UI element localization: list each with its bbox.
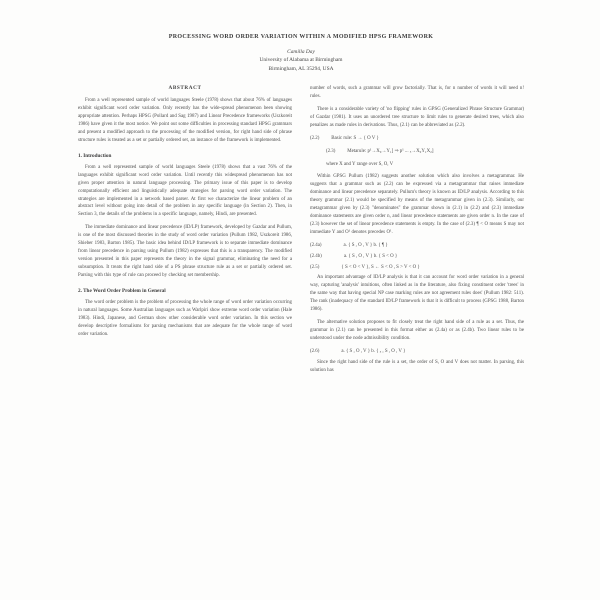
section-heading-introduction [78, 153, 292, 159]
section-number: 1. [78, 152, 82, 159]
paragraph: Since the right hand side of the rule is a set, the order of S, O and V does not matter. In parsing, this solution has [310, 359, 524, 373]
example-text: { S < O < V }, S ← S < O , S > V < O } [341, 264, 420, 270]
author-affiliation: University of Alabama at Birmingham [259, 57, 343, 64]
author-name: Camilla Day [287, 49, 315, 55]
example-number: (2.6) [310, 348, 320, 354]
section-title: Introduction [83, 152, 112, 159]
abstract-heading: ABSTRACT [168, 85, 202, 92]
example-text: a. { S , O , V } b. { ₓ , S , O , V } [341, 348, 406, 354]
example-2-6 [310, 348, 524, 356]
paragraph: The immediate dominance and linear precedence (ID/LP) framework, developed by Gazdar and Pullum, is one of the most discussed theories in the study of word order variation (Pullum 1982, Uszkoreit 1986, Shieber 1983, Barton 1985). The basic idea behind ID/LP framework is to separate immediate dominance from linear precedence in parsing using Pullum (1982) expresses that this is a transparency. The modified version presented in this paper represents the theory in the signal grammar, eliminating the need for a subsumption. It treats the right hand side of a PS phrase structure rule as a set or partially ordered set. Parsing with this type of rule can proceed by checking set membership. [78, 225, 292, 278]
left-column [78, 85, 292, 343]
section-heading-word-order [78, 288, 292, 294]
paragraph: Within GPSG Pullum (1982) suggests another solution which also involves a metagrammar. He suggests that a grammar such as (2.2) can be expressed via a metagrammar that raises immediate dominance and linear precedence separately. Pullum's theory is known as ID/LP analysis. According to this theory grammar (2.1) would be specified by means of the metagrammar given in (2.3). Similarly, our metagrammar given by (2.3) "denominates" the grammar shown in (2.1) in (2.2) and (2.3) immediate dominance statements are given order n, and linear precedence statements are given order n. In the case of (2.3) however the set of linear precedence statements is empty. In the case of (2.3) ¶ < O means S may not immediate Y and O¹ denotes precedes O¹. [310, 174, 524, 235]
author-block [78, 48, 524, 73]
paragraph: number of words, such a grammar will grow factorially. That is, for n number of words it will need n! rules. [310, 86, 524, 100]
example-number: (2.4a) [310, 242, 322, 248]
author-location: Birmingham, AL 35294, USA [268, 65, 334, 72]
example-2-3 [326, 148, 524, 156]
paper-content [78, 34, 524, 582]
paragraph: The word order problem is the problem of processing the whole range of word order variation occurring in natural languages. Some Australian languages such as Warlpiri show extreme word order variation (Hale 1983). Hindi, Japanese, and German show other considerable word order variation. In this section we develop descriptive formalisms for parsing mechanisms that are adequate for the whole range of word order variation. [78, 299, 292, 337]
example-2-3b [326, 161, 524, 169]
example-2-5 [310, 264, 524, 272]
paragraph: An important advantage of ID/LP analysis is that it can account for word order variation in a general way, capturing 'analysis' intuitions, often linked as in the literature, also fixing constituent order 'trees' in the same way that having special NP case marking rules are not agreement rules does' (Pullum 1982: 511). The rank (inadequacy of the standard ID/LP framework is that it is difficult to process (GPSG 1988, Barton 1986). [310, 275, 524, 313]
example-text: a. { S , O , V } b. { S < O } [343, 253, 398, 259]
example-text: Metarule: p¹→X₀→Y₁] ⇒ p¹ ... ₓ→X₀Y₁X₂] [347, 148, 434, 154]
paragraph: The alternative solution proposes to fit closely treat the right hand side of a rule as a set. Thus, the grammar in (2.1) can be presented in this format either as (2.4a) or as (2.4b). Two linear rules to be understood under the node admissibility condition. [310, 320, 524, 341]
example-2-4 [310, 242, 524, 250]
paragraph: From a well represented sample of world languages Steele (1978) shows that a vast 76% of the languages exhibit significant word order variation. Until recently this widespread phenomenon has not given proper attention in natural language processing. The primary issue of this paper is to develop computationally efficient and linguistically adequate strategies for parsing word order variation. The strategies are implemented in a network based parser. At first we characterize the linear problem of an abstract level without going into detail of the problem in any specific language (in Section 2). Then, in Section 3, the details of the problems in a specific language, namely, Hindi, are presented. [78, 164, 292, 218]
example-2-4b [310, 253, 524, 261]
example-text: Basic rule: S → { O V } [331, 135, 379, 141]
example-number: (2.5) [310, 264, 320, 270]
example-text: where X and Y range over S, O, V [326, 161, 394, 167]
example-number: (2.2) [310, 135, 320, 141]
abstract-text: From a well represented sample of world languages Steele (1978) shows that about 76% of languages exhibit significant word order variation. Only recently has the wide-spread phenomenon been showing appropriate attention. Perhaps HPSG (Pollard and Sag 1987) and Linear Precedence frameworks (Uszkoreit 1986) have given it the most notice. We point out some difficulties in processing standard HPSG grammars and present a modified approach to the processing of the modified version, for right hand side of phrase structure rules is treated as a set or partially ordered set, an instance of the framework is implemented. [78, 98, 292, 143]
example-number: (2.4b) [310, 253, 322, 259]
paragraph: There is a considerable variety of 'no flipping' rules in GPSG (Generalized Phrase Structure Grammar) of Gazdar (1981). It uses an unordered tree structure to limit rules to generate desired trees, which also penalizes as made rules in derivations. Thus, (2.1) can be abbreviated as (2.2). [310, 107, 524, 128]
section-number: 2. [78, 287, 82, 294]
right-column [310, 85, 524, 379]
example-2-2 [310, 135, 524, 143]
example-number: (2.3) [326, 148, 336, 154]
section-title: The Word Order Problem in General [83, 287, 166, 294]
page-title: PROCESSING WORD ORDER VARIATION WITHIN A MODIFIED HPSG FRAMEWORK [168, 34, 434, 40]
two-column-layout [78, 85, 524, 379]
example-text: a. { S , O , V } b. { ¶ } [343, 242, 388, 248]
